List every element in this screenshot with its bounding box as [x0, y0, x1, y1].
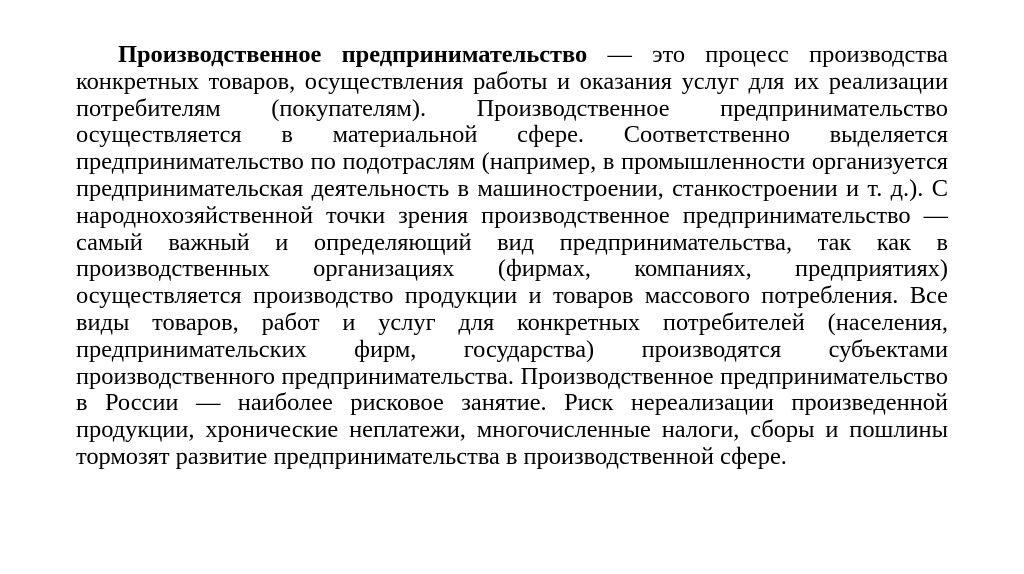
term-heading: Производственное предпринимательство: [118, 41, 588, 68]
body-paragraph: [76, 42, 948, 471]
paragraph-text: — это процесс производства конкретных товаров, осуществления работы и оказания услуг для их реализации потребителям (покупателям). Производственное предпринимательство осуществляется в материальной сфере. Соответственно выделяется предпринимательство по подотраслям (например, в промышленности организуется предпринимательская деятельность в машиностроении, станкостроении и т. д.). С народнохозяйственной точки зрения производственное предпринимательство — самый важный и определяющий вид предпринимательства, так как в производственных организациях (фирмах, компаниях, предприятиях) осуществляется производство продукции и товаров массового потребления. Все виды товаров, работ и услуг для конкретных потребителей (населения, предпринимательских фирм, государства) производятся субъектами производственного предпринимательства. Производственное предпринимательство в России — наиболее рисковое занятие. Риск нереализации произведенной продукции, хронические неплатежи, многочисленные налоги, сборы и пошлины тормозят развитие предпринимательства в производственной сфере.: [76, 41, 948, 470]
